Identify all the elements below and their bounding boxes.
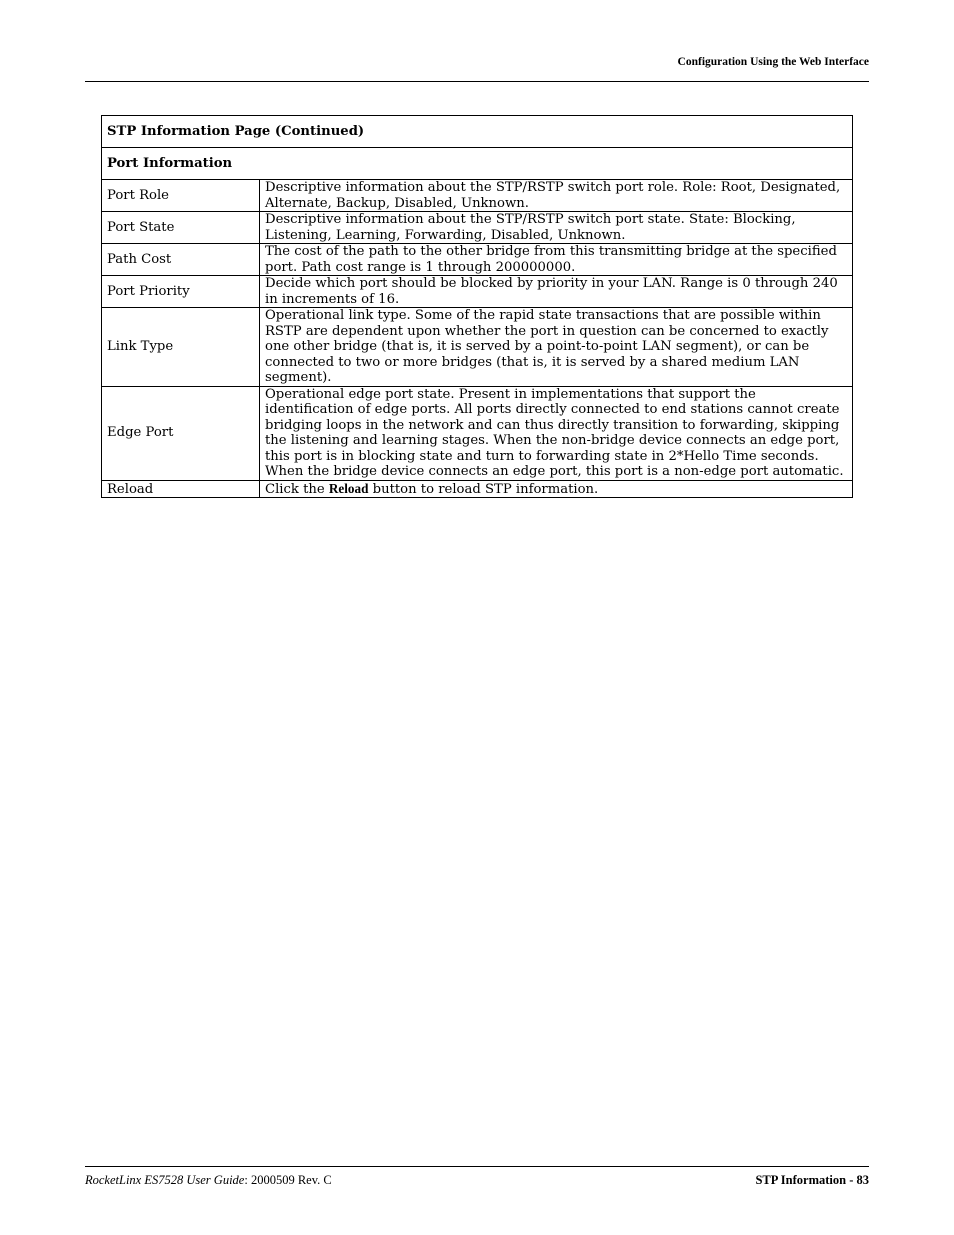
table-title: STP Information Page (Continued) [102, 116, 853, 148]
table-row [102, 386, 853, 480]
stp-information-table [101, 115, 853, 498]
row-label-reload: Reload [102, 480, 260, 498]
row-description-path-cost: The cost of the path to the other bridge from this transmitting bridge at the specified port. Path cost range is 1 through 200000000. [260, 244, 853, 276]
reload-description-prefix: Click the [265, 481, 329, 497]
row-description-link-type: Operational link type. Some of the rapid state transactions that are possible within RSTP are dependent upon whether the port in question can be concerned to exactly one other bridge (that is, it is served by a point-to-point LAN segment), or can be connected to two or more bridges (that is, it is served by a shared medium LAN segment). [260, 308, 853, 387]
section-heading: Port Information [102, 148, 853, 180]
table-row [102, 212, 853, 244]
row-label-link-type: Link Type [102, 308, 260, 387]
footer-page-label: STP Information - 83 [755, 1173, 869, 1187]
header-rule [85, 81, 869, 82]
reload-button-reference: Reload [328, 480, 369, 496]
table-row [102, 480, 853, 498]
footer-document-id [85, 1173, 332, 1188]
row-label-port-state: Port State [102, 212, 260, 244]
row-description-edge-port: Operational edge port state. Present in implementations that support the identification of edge ports. All ports directly connected to end stations cannot create bridging loops in the network and can thus directly transition to forwarding, skipping the listening and learning stages. When the non-bridge device connects an edge port, this port is in blocking state and turn to forwarding state in 2*Hello Time seconds. When the bridge device connects an edge port, this port is a non-edge port automatic. [260, 386, 853, 480]
row-label-edge-port: Edge Port [102, 386, 260, 480]
row-description-reload [260, 480, 853, 498]
footer-rule [85, 1166, 869, 1167]
table-row [102, 308, 853, 387]
table-row [102, 244, 853, 276]
row-label-path-cost: Path Cost [102, 244, 260, 276]
row-label-port-role: Port Role [102, 180, 260, 212]
reload-description-suffix: button to reload STP information. [368, 481, 599, 497]
row-description-port-state: Descriptive information about the STP/RSTP switch port state. State: Blocking, Listening, Learning, Forwarding, Disabled, Unknown. [260, 212, 853, 244]
table-row [102, 180, 853, 212]
section-row [102, 148, 853, 180]
footer-product-name: RocketLinx ES7528 User Guide [85, 1173, 245, 1187]
row-label-port-priority: Port Priority [102, 276, 260, 308]
running-header-title: Configuration Using the Web Interface [677, 56, 869, 68]
row-description-port-priority: Decide which port should be blocked by priority in your LAN. Range is 0 through 240 in increments of 16. [260, 276, 853, 308]
footer-doc-number: : 2000509 Rev. C [244, 1173, 332, 1187]
row-description-port-role: Descriptive information about the STP/RSTP switch port role. Role: Root, Designated, Alternate, Backup, Disabled, Unknown. [260, 180, 853, 212]
table-title-row [102, 116, 853, 148]
table-row [102, 276, 853, 308]
